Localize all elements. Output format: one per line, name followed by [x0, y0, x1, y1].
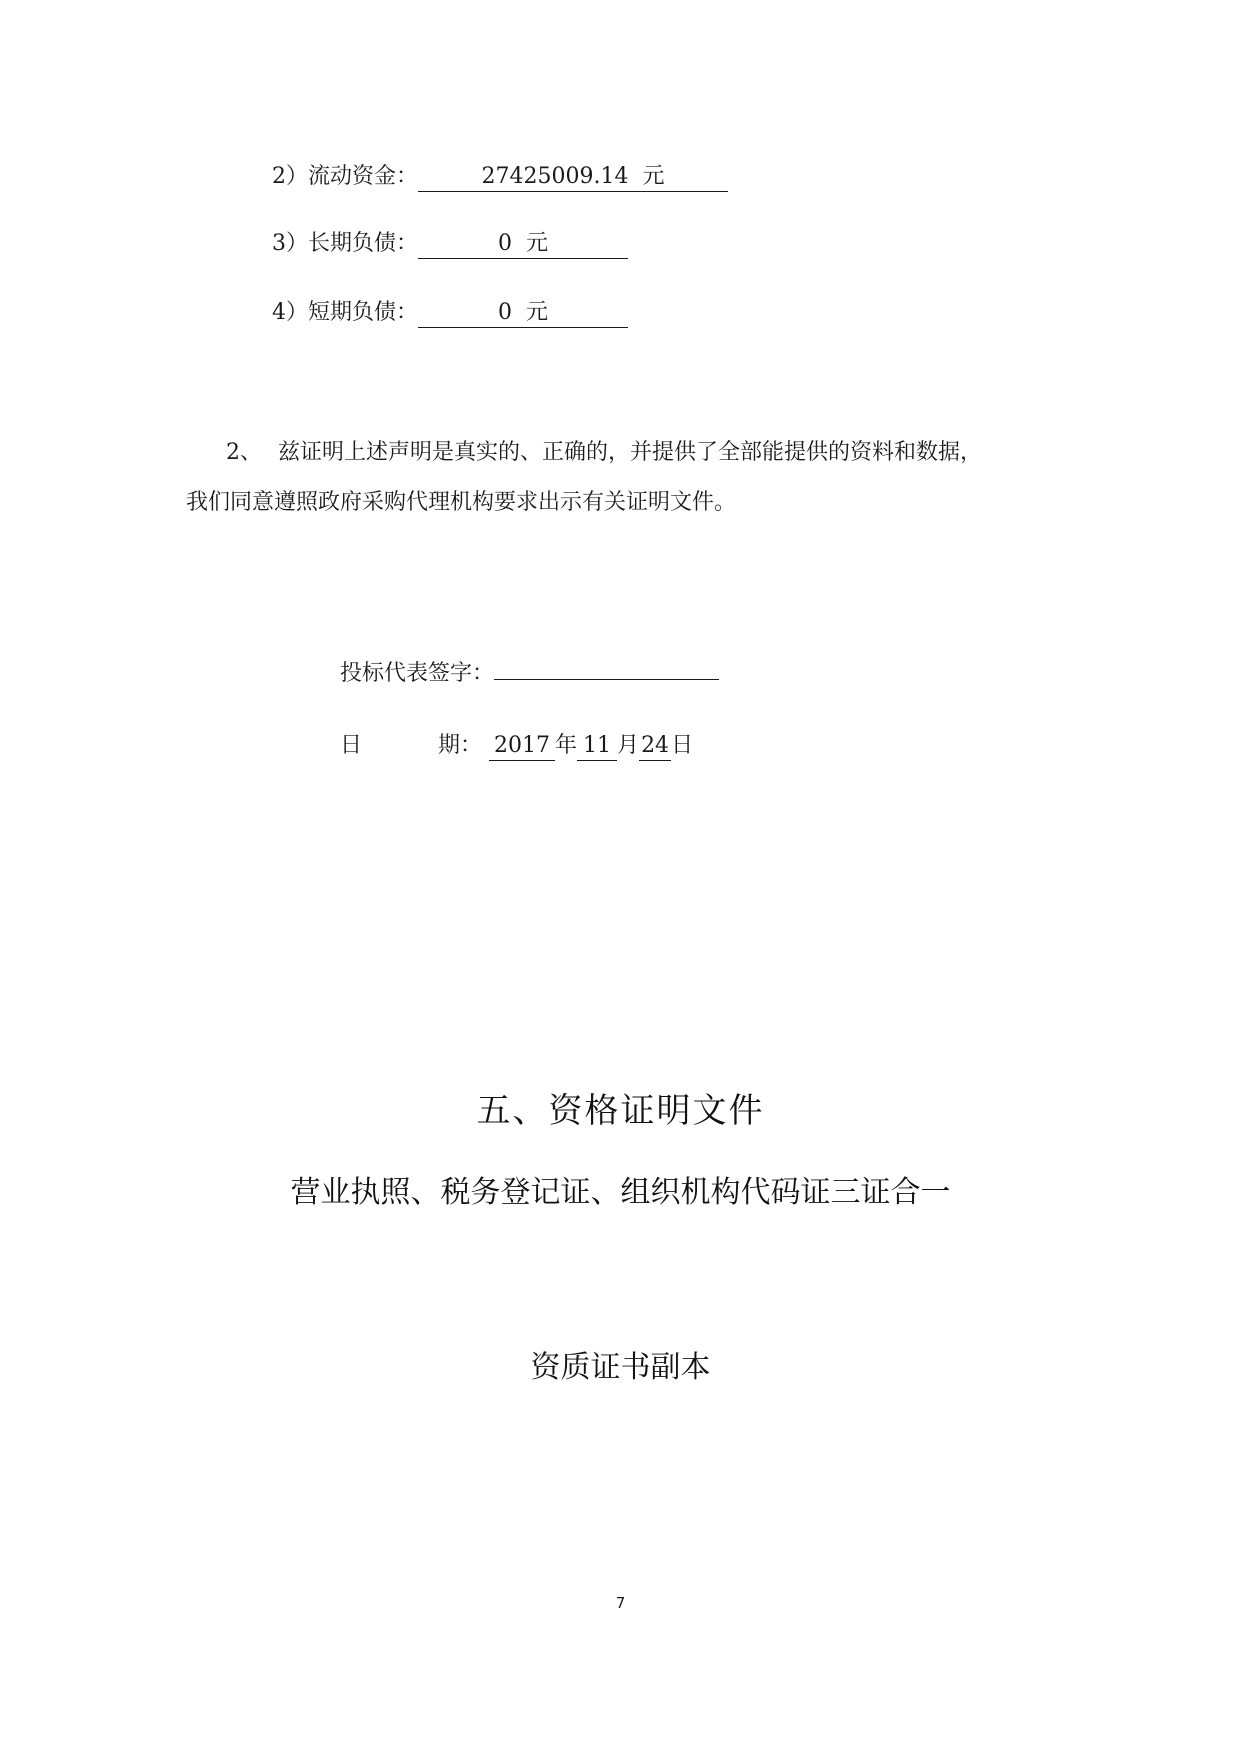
date-year-unit: 年	[555, 733, 578, 758]
declaration-line-1	[186, 428, 1086, 478]
date-month-unit: 月	[617, 733, 640, 758]
date-label-day: 日	[340, 733, 363, 758]
section-subtitle: 营业执照、税务登记证、组织机构代码证三证合一	[290, 1175, 951, 1210]
short-term-liability-unit: 元	[525, 300, 548, 325]
page-number: 7	[615, 1594, 626, 1612]
long-term-liability-unit: 元	[525, 231, 548, 256]
date-day: 24	[639, 732, 671, 761]
date-year: 2017	[489, 732, 555, 761]
declaration-line-2: 我们同意遵照政府采购代理机构要求出示有关证明文件。	[186, 490, 737, 515]
date-label-period: 期：	[438, 733, 483, 758]
short-term-liability-value: 0	[497, 300, 512, 325]
short-term-liability-label: 4）短期负债：	[272, 300, 418, 325]
section-item: 资质证书副本	[530, 1350, 711, 1385]
declaration-paragraph	[186, 428, 1086, 528]
short-term-liability-field	[418, 299, 628, 328]
working-capital-label: 2）流动资金：	[272, 164, 418, 189]
working-capital-unit: 元	[642, 164, 665, 189]
long-term-liability-label: 3）长期负债：	[272, 231, 418, 256]
signature-row	[340, 651, 719, 689]
working-capital-row	[272, 162, 728, 192]
long-term-liability-value: 0	[497, 231, 512, 256]
section-title: 五、资格证明文件	[476, 1091, 765, 1131]
date-row	[340, 731, 693, 761]
date-month: 11	[577, 732, 617, 761]
short-term-liability-row	[272, 298, 628, 328]
declaration-number: 2、	[226, 440, 262, 465]
date-day-unit: 日	[671, 733, 694, 758]
signature-field	[494, 651, 719, 680]
working-capital-value: 27425009.14	[481, 164, 629, 189]
signature-label: 投标代表签字：	[340, 661, 495, 686]
declaration-text-1: 兹证明上述声明是真实的、正确的，并提供了全部能提供的资料和数据，	[278, 440, 983, 465]
working-capital-field	[418, 163, 728, 192]
long-term-liability-field	[418, 230, 628, 259]
long-term-liability-row	[272, 229, 628, 259]
